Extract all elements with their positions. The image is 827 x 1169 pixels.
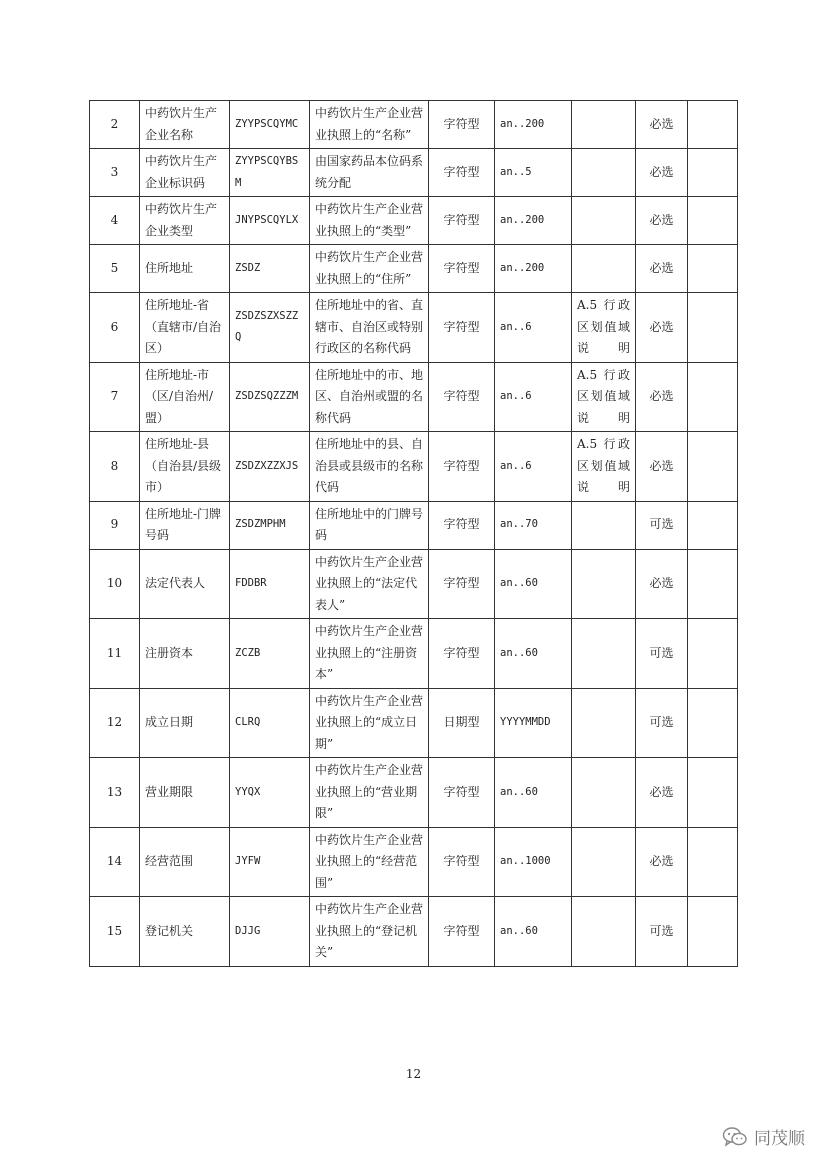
field-name-cell: 中药饮片生产企业标识码 <box>140 149 230 197</box>
table-row <box>90 688 738 758</box>
field-description-cell: 中药饮片生产企业营业执照上的“类型” <box>310 197 429 245</box>
row-number-cell: 5 <box>90 245 140 293</box>
field-name-cell: 注册资本 <box>140 619 230 689</box>
data-format-cell: an..200 <box>495 197 572 245</box>
row-number-cell: 4 <box>90 197 140 245</box>
field-name-cell: 中药饮片生产企业类型 <box>140 197 230 245</box>
table-row <box>90 293 738 363</box>
field-code-cell: YYQX <box>230 758 310 828</box>
value-domain-ref-cell: A.5 行政区划值域说明 <box>572 362 636 432</box>
constraint-cell: 必选 <box>636 197 688 245</box>
value-domain-ref-cell <box>572 688 636 758</box>
value-domain-ref-cell: A.5 行政区划值域说明 <box>572 293 636 363</box>
data-type-cell: 字符型 <box>429 293 495 363</box>
table-row <box>90 101 738 149</box>
data-type-cell: 字符型 <box>429 362 495 432</box>
field-description-cell: 住所地址中的门牌号码 <box>310 501 429 549</box>
data-format-cell: an..200 <box>495 245 572 293</box>
value-domain-ref-cell <box>572 897 636 967</box>
constraint-cell: 必选 <box>636 827 688 897</box>
field-name-cell: 住所地址-县（自治县/县级市） <box>140 432 230 502</box>
constraint-cell: 必选 <box>636 245 688 293</box>
field-code-cell: ZSDZMPHM <box>230 501 310 549</box>
field-name-cell: 成立日期 <box>140 688 230 758</box>
data-format-cell: an..1000 <box>495 827 572 897</box>
data-format-cell: YYYYMMDD <box>495 688 572 758</box>
row-number-cell: 14 <box>90 827 140 897</box>
page-number: 12 <box>405 1067 422 1081</box>
remark-cell <box>688 758 738 828</box>
data-type-cell: 字符型 <box>429 827 495 897</box>
table-row <box>90 432 738 502</box>
constraint-cell: 可选 <box>636 619 688 689</box>
data-type-cell: 日期型 <box>429 688 495 758</box>
value-domain-ref-cell <box>572 549 636 619</box>
constraint-cell: 可选 <box>636 501 688 549</box>
constraint-cell: 必选 <box>636 293 688 363</box>
row-number-cell: 12 <box>90 688 140 758</box>
data-type-cell: 字符型 <box>429 245 495 293</box>
remark-cell <box>688 149 738 197</box>
row-number-cell: 10 <box>90 549 140 619</box>
field-name-cell: 中药饮片生产企业名称 <box>140 101 230 149</box>
data-type-cell: 字符型 <box>429 619 495 689</box>
field-code-cell: JNYPSCQYLX <box>230 197 310 245</box>
data-type-cell: 字符型 <box>429 549 495 619</box>
field-code-cell: ZSDZXZZXJS <box>230 432 310 502</box>
field-name-cell: 住所地址 <box>140 245 230 293</box>
field-description-cell: 中药饮片生产企业营业执照上的“成立日期” <box>310 688 429 758</box>
table-row <box>90 245 738 293</box>
data-format-cell: an..60 <box>495 897 572 967</box>
field-description-cell: 中药饮片生产企业营业执照上的“营业期限” <box>310 758 429 828</box>
field-code-cell: ZYYPSCQYBSM <box>230 149 310 197</box>
remark-cell <box>688 501 738 549</box>
remark-cell <box>688 688 738 758</box>
constraint-cell: 必选 <box>636 149 688 197</box>
constraint-cell: 必选 <box>636 432 688 502</box>
data-element-table <box>89 100 738 967</box>
row-number-cell: 8 <box>90 432 140 502</box>
table-row <box>90 149 738 197</box>
constraint-cell: 可选 <box>636 688 688 758</box>
table-row <box>90 362 738 432</box>
field-name-cell: 住所地址-省（直辖市/自治区） <box>140 293 230 363</box>
table-row <box>90 758 738 828</box>
field-name-cell: 法定代表人 <box>140 549 230 619</box>
table-body <box>90 101 738 967</box>
field-description-cell: 中药饮片生产企业营业执照上的“经营范围” <box>310 827 429 897</box>
value-domain-ref-cell <box>572 245 636 293</box>
field-code-cell: FDDBR <box>230 549 310 619</box>
data-format-cell: an..70 <box>495 501 572 549</box>
field-code-cell: ZSDZSZXSZZQ <box>230 293 310 363</box>
remark-cell <box>688 432 738 502</box>
field-description-cell: 由国家药品本位码系统分配 <box>310 149 429 197</box>
data-type-cell: 字符型 <box>429 758 495 828</box>
field-description-cell: 住所地址中的市、地区、自治州或盟的名称代码 <box>310 362 429 432</box>
data-format-cell: an..5 <box>495 149 572 197</box>
field-code-cell: CLRQ <box>230 688 310 758</box>
table-row <box>90 197 738 245</box>
row-number-cell: 15 <box>90 897 140 967</box>
field-code-cell: ZCZB <box>230 619 310 689</box>
field-code-cell: ZSDZSQZZZM <box>230 362 310 432</box>
field-description-cell: 中药饮片生产企业营业执照上的“登记机关” <box>310 897 429 967</box>
row-number-cell: 7 <box>90 362 140 432</box>
value-domain-ref-cell <box>572 758 636 828</box>
field-name-cell: 住所地址-市（区/自治州/盟） <box>140 362 230 432</box>
remark-cell <box>688 245 738 293</box>
field-code-cell: ZYYPSCQYMC <box>230 101 310 149</box>
data-format-cell: an..60 <box>495 619 572 689</box>
data-format-cell: an..6 <box>495 432 572 502</box>
value-domain-ref-cell <box>572 619 636 689</box>
data-type-cell: 字符型 <box>429 149 495 197</box>
field-description-cell: 中药饮片生产企业营业执照上的“住所” <box>310 245 429 293</box>
field-name-cell: 住所地址-门牌号码 <box>140 501 230 549</box>
row-number-cell: 13 <box>90 758 140 828</box>
data-type-cell: 字符型 <box>429 101 495 149</box>
row-number-cell: 11 <box>90 619 140 689</box>
value-domain-ref-cell: A.5 行政区划值域说明 <box>572 432 636 502</box>
field-code-cell: ZSDZ <box>230 245 310 293</box>
row-number-cell: 6 <box>90 293 140 363</box>
data-type-cell: 字符型 <box>429 897 495 967</box>
table-row <box>90 501 738 549</box>
data-format-cell: an..200 <box>495 101 572 149</box>
remark-cell <box>688 827 738 897</box>
field-code-cell: DJJG <box>230 897 310 967</box>
table-row <box>90 549 738 619</box>
watermark <box>722 1124 805 1149</box>
value-domain-ref-cell <box>572 197 636 245</box>
remark-cell <box>688 293 738 363</box>
field-description-cell: 中药饮片生产企业营业执照上的“法定代表人” <box>310 549 429 619</box>
field-description-cell: 住所地址中的省、直辖市、自治区或特别行政区的名称代码 <box>310 293 429 363</box>
remark-cell <box>688 897 738 967</box>
field-name-cell: 营业期限 <box>140 758 230 828</box>
data-type-cell: 字符型 <box>429 432 495 502</box>
data-type-cell: 字符型 <box>429 197 495 245</box>
remark-cell <box>688 619 738 689</box>
row-number-cell: 3 <box>90 149 140 197</box>
constraint-cell: 必选 <box>636 758 688 828</box>
constraint-cell: 可选 <box>636 897 688 967</box>
field-description-cell: 中药饮片生产企业营业执照上的“注册资本” <box>310 619 429 689</box>
value-domain-ref-cell <box>572 827 636 897</box>
row-number-cell: 2 <box>90 101 140 149</box>
field-description-cell: 住所地址中的县、自治县或县级市的名称代码 <box>310 432 429 502</box>
value-domain-ref-cell <box>572 501 636 549</box>
value-domain-ref-cell <box>572 101 636 149</box>
value-domain-ref-cell <box>572 149 636 197</box>
constraint-cell: 必选 <box>636 362 688 432</box>
wechat-icon <box>722 1126 748 1148</box>
field-name-cell: 经营范围 <box>140 827 230 897</box>
watermark-text: 同茂顺 <box>754 1129 805 1149</box>
remark-cell <box>688 362 738 432</box>
table-row <box>90 619 738 689</box>
field-name-cell: 登记机关 <box>140 897 230 967</box>
table-row <box>90 827 738 897</box>
constraint-cell: 必选 <box>636 549 688 619</box>
data-type-cell: 字符型 <box>429 501 495 549</box>
remark-cell <box>688 549 738 619</box>
remark-cell <box>688 101 738 149</box>
constraint-cell: 必选 <box>636 101 688 149</box>
data-format-cell: an..60 <box>495 758 572 828</box>
data-format-cell: an..6 <box>495 362 572 432</box>
row-number-cell: 9 <box>90 501 140 549</box>
field-code-cell: JYFW <box>230 827 310 897</box>
remark-cell <box>688 197 738 245</box>
data-format-cell: an..6 <box>495 293 572 363</box>
field-description-cell: 中药饮片生产企业营业执照上的“名称” <box>310 101 429 149</box>
data-format-cell: an..60 <box>495 549 572 619</box>
table-row <box>90 897 738 967</box>
